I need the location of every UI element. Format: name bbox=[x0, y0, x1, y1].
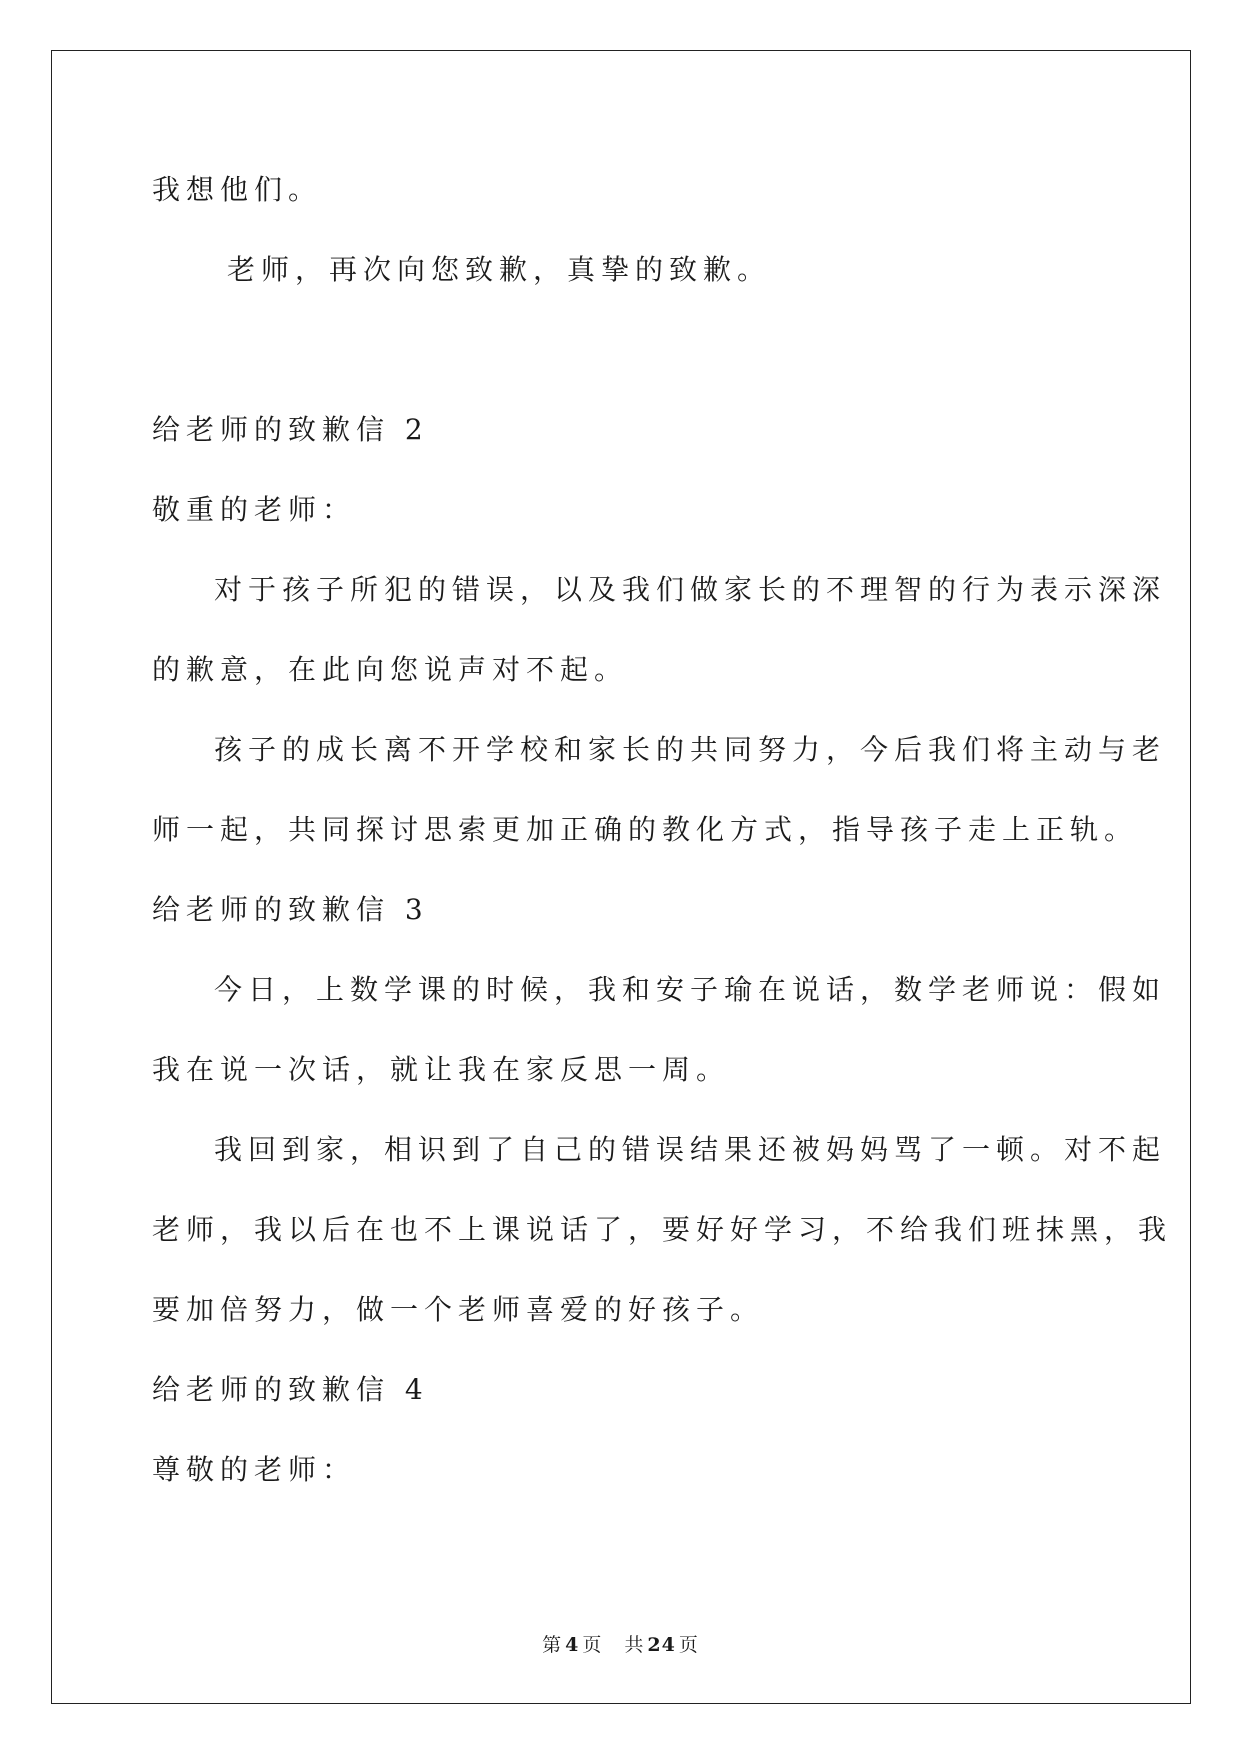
section-heading: 给老师的致歉信 2 bbox=[152, 413, 429, 446]
total-page-count: 24 bbox=[647, 1634, 676, 1656]
page-label-prefix: 第 bbox=[542, 1634, 563, 1656]
section-heading: 给老师的致歉信 3 bbox=[152, 893, 429, 926]
page-footer bbox=[0, 1633, 1241, 1657]
total-label-suffix: 页 bbox=[678, 1634, 699, 1656]
current-page-number: 4 bbox=[565, 1634, 580, 1656]
body-line: 我想他们。 bbox=[152, 173, 323, 206]
body-line: 老师，再次向您致歉，真挚的致歉。 bbox=[227, 253, 772, 286]
body-line: 孩子的成长离不开学校和家长的共同努力，今后我们将主动与老 bbox=[214, 733, 1167, 766]
page-label-suffix: 页 bbox=[582, 1634, 603, 1656]
salutation: 尊敬的老师： bbox=[152, 1453, 357, 1486]
body-line: 对于孩子所犯的错误，以及我们做家长的不理智的行为表示深深 bbox=[214, 573, 1167, 606]
section-heading: 给老师的致歉信 4 bbox=[152, 1373, 429, 1406]
body-line: 我在说一次话，就让我在家反思一周。 bbox=[152, 1053, 731, 1086]
body-line: 老师，我以后在也不上课说话了，要好好学习，不给我们班抹黑，我 bbox=[152, 1213, 1173, 1246]
body-line: 今日，上数学课的时候，我和安子瑜在说话，数学老师说：假如 bbox=[214, 973, 1167, 1006]
total-label-prefix: 共 bbox=[624, 1634, 645, 1656]
body-line: 的歉意，在此向您说声对不起。 bbox=[152, 653, 629, 686]
body-line: 师一起，共同探讨思索更加正确的教化方式，指导孩子走上正轨。 bbox=[152, 813, 1139, 846]
body-line: 要加倍努力，做一个老师喜爱的好孩子。 bbox=[152, 1293, 765, 1326]
salutation: 敬重的老师： bbox=[152, 493, 357, 526]
body-line: 我回到家，相识到了自己的错误结果还被妈妈骂了一顿。对不起 bbox=[214, 1133, 1167, 1166]
